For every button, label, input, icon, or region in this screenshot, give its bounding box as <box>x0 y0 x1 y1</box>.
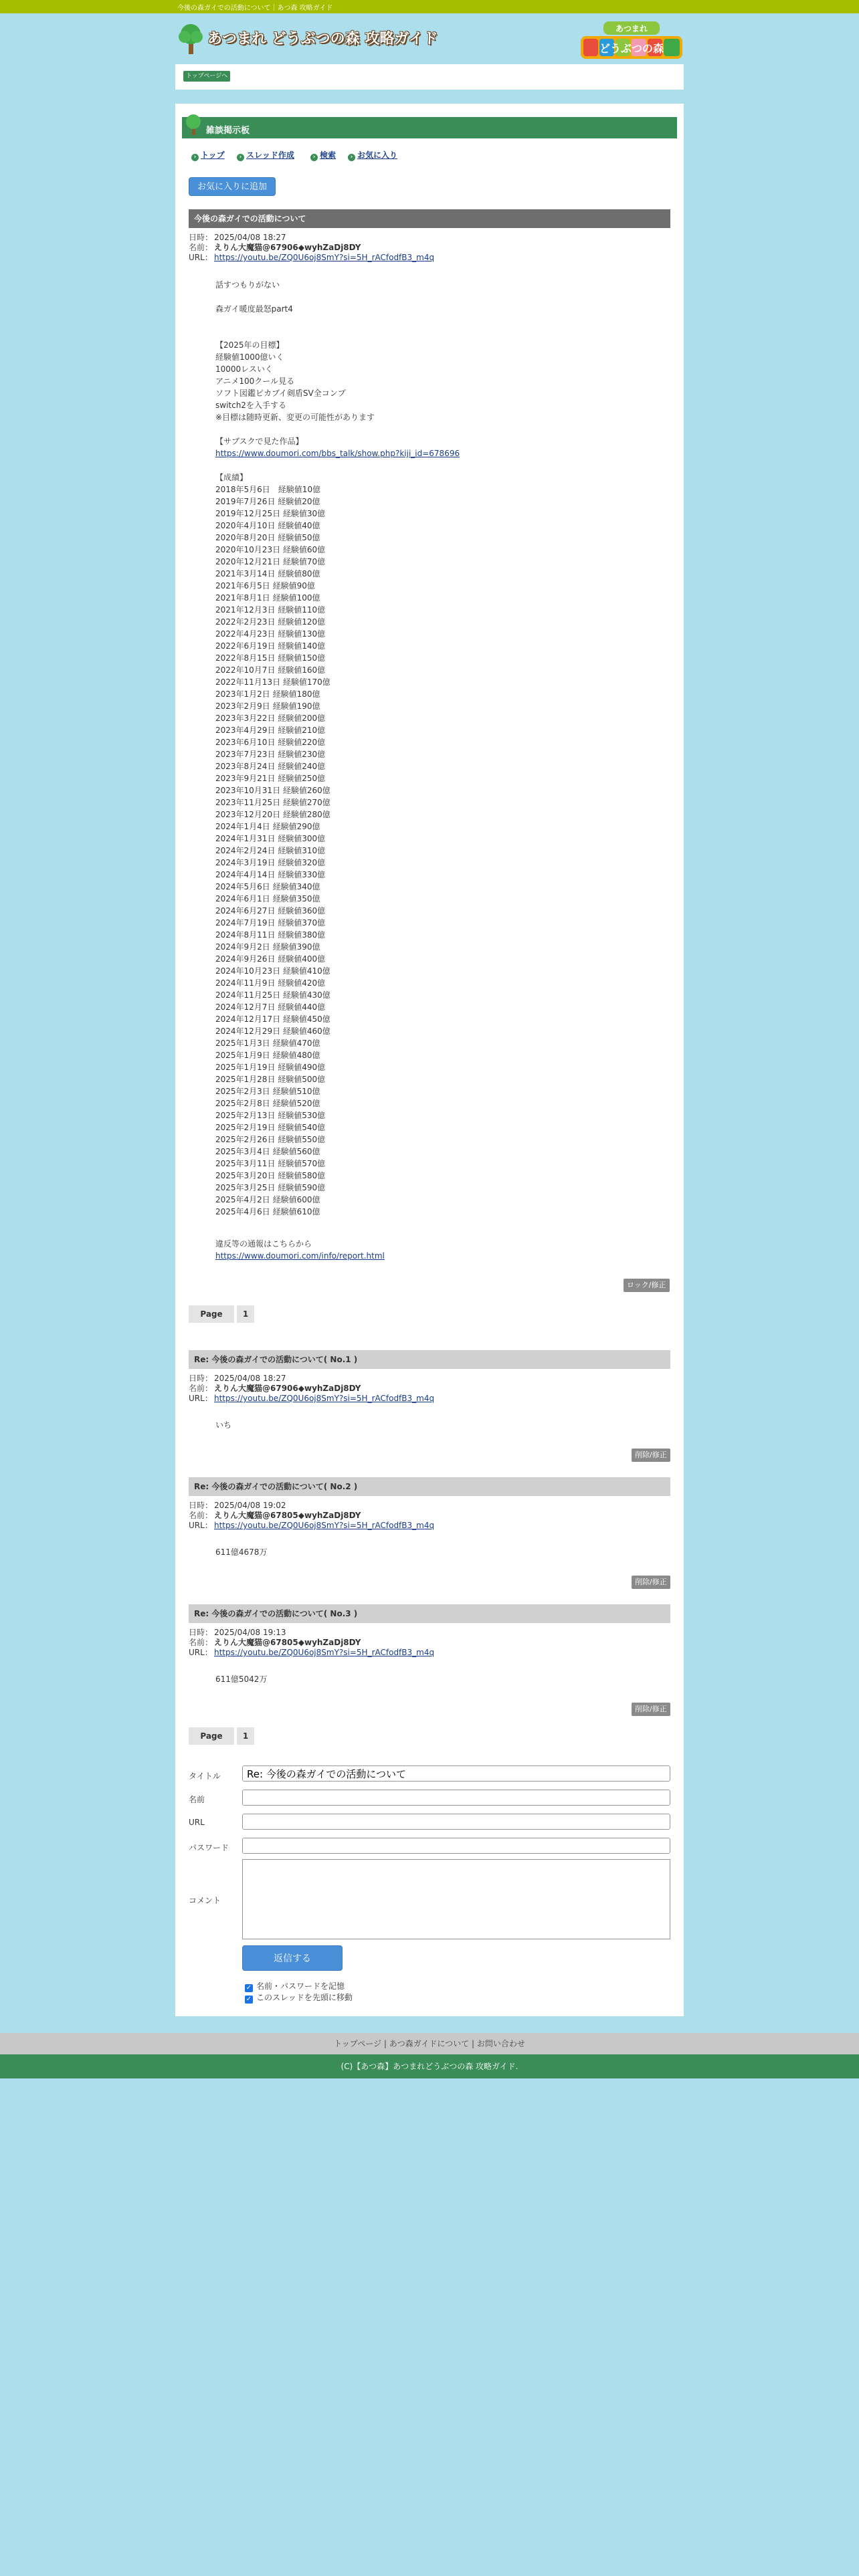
name-label: 名前： <box>189 1511 213 1520</box>
remember-label: 名前・パスワードを記憶 <box>256 1981 345 1991</box>
date-label: 日時： <box>189 1374 213 1383</box>
name-label: 名前： <box>189 1384 213 1393</box>
remember-checkbox[interactable] <box>245 1980 345 1992</box>
author-name: えりん大魔猫@67906◆wyhZaDj8DY <box>214 243 361 252</box>
move-top-checkbox[interactable] <box>245 1992 353 2004</box>
name-label: 名前： <box>189 1638 213 1647</box>
move-top-label: このスレッドを先頭に移動 <box>256 1993 353 2002</box>
title-input[interactable] <box>242 1765 670 1782</box>
pager-number[interactable]: 1 <box>237 1305 254 1323</box>
delete-edit-button[interactable]: 削除/修正 <box>632 1448 670 1462</box>
url-input[interactable] <box>242 1814 670 1830</box>
page-heading: 今後の森ガイでの活動について｜あつ森 攻略ガイド <box>177 5 333 12</box>
pager-label: Page <box>189 1305 234 1323</box>
title-label: タイトル <box>189 1772 221 1781</box>
reply-title: Re: 今後の森ガイでの活動について( No.2 ) <box>189 1477 670 1496</box>
pager-number[interactable]: 1 <box>237 1727 254 1745</box>
author-name: えりん大魔猫@67805◆wyhZaDj8DY <box>214 1511 361 1520</box>
nav-top[interactable]: › トップ <box>191 149 225 161</box>
check-icon: ✓ <box>246 1984 252 1992</box>
url-label: URL： <box>189 1521 213 1530</box>
game-logo-icon[interactable] <box>579 20 684 60</box>
comment-label: コメント <box>189 1896 221 1905</box>
name-field-label: 名前 <box>189 1795 205 1804</box>
url-label: URL： <box>189 1394 213 1403</box>
tree-icon <box>185 113 202 136</box>
reply-body: いち <box>215 1420 232 1430</box>
delete-edit-button[interactable]: 削除/修正 <box>632 1703 670 1716</box>
thread-body: 話すつもりがない 森ガイ暖度最怒part4 【2025年の目標】 経験値1000億いく 10000レスいく アニメ100クール見る ソフト図鑑ピカブイ剣盾SV全コンプ switch2を入手する ※目標は随時更新、変更の可能性があります 【サブスクで見た作品】 <box>215 280 375 446</box>
name-label: 名前： <box>189 243 213 252</box>
post-date: 2025/04/08 18:27 <box>214 233 286 242</box>
password-input[interactable] <box>242 1838 670 1854</box>
nav-search[interactable]: › 検索 <box>310 149 336 161</box>
add-favorite-button[interactable]: お気に入りに追加 <box>189 177 276 196</box>
arrow-icon: › <box>191 154 199 161</box>
url-label: URL： <box>189 1648 213 1657</box>
main-content <box>175 104 684 2016</box>
check-icon: ✓ <box>246 1996 252 2003</box>
reply-meta <box>189 1374 434 1404</box>
footer-copyright: (C)【あつ森】あつまれどうぶつの森 攻略ガイド. <box>0 2054 859 2078</box>
report-text: 違反等の通報はこちらから <box>215 1239 312 1249</box>
name-input[interactable] <box>242 1790 670 1806</box>
reply-meta <box>189 1501 434 1531</box>
date-label: 日時： <box>189 233 213 242</box>
author-name: えりん大魔猫@67906◆wyhZaDj8DY <box>214 1384 361 1393</box>
post-date: 2025/04/08 19:13 <box>214 1628 286 1637</box>
comment-textarea[interactable] <box>242 1859 670 1939</box>
reply-meta <box>189 1628 434 1658</box>
logo-text-top: あつまれ <box>615 24 648 33</box>
url-label: URL： <box>189 253 213 262</box>
top-page-link[interactable]: トップページへ <box>183 71 230 82</box>
post-date: 2025/04/08 18:27 <box>214 1374 286 1383</box>
lock-edit-button[interactable]: ロック/修正 <box>624 1279 670 1292</box>
nav-create-thread[interactable]: › スレッド作成 <box>237 149 294 161</box>
password-label: パスワード <box>189 1843 229 1852</box>
board-header <box>182 117 677 138</box>
footer-nav[interactable]: トップページ | あつ森ガイドについて | お問い合わせ <box>0 2033 859 2054</box>
arrow-icon: › <box>348 154 355 161</box>
url-field-label: URL <box>189 1818 205 1827</box>
tree-logo-icon <box>177 22 205 56</box>
reply-title: Re: 今後の森ガイでの活動について( No.1 ) <box>189 1350 670 1369</box>
author-name: えりん大魔猫@67805◆wyhZaDj8DY <box>214 1638 361 1647</box>
nav-favorites[interactable]: › お気に入り <box>348 149 397 161</box>
submit-reply-button[interactable]: 返信する <box>242 1945 343 1971</box>
breadcrumb <box>175 64 684 90</box>
author-url-link[interactable]: https://youtu.be/ZQ0U6oj8SmY?si=5H_rACfodfB3_m4q <box>214 1648 435 1657</box>
pager-label: Page <box>189 1727 234 1745</box>
arrow-icon: › <box>310 154 318 161</box>
author-url-link[interactable]: https://youtu.be/ZQ0U6oj8SmY?si=5H_rACfodfB3_m4q <box>214 253 435 262</box>
thread-progress: 【成績】 2018年5月6日 経験値10億 2019年7月26日 経験値20億 2019年12月25日 経験値30億 2020年4月10日 経験値40億 2020年8月20日 経験値50億 2020年10月23日 経験値60億 2020年12月21日 経験値70億 2021年3月14日 経験値80億 2021年6月5日 経験値90億 2021年8月1日 経験値100億 2021年12月3日 経験値110億 2022年2月23日 経験値120億 2022年4月23日 経験値130億 2022年6月19日 経験値140億 2022年8月15日 経験値150億 2022年10月7日 経験値160億 2022年11月13日 経験値170億 2023年1月2日 経験値180億 2023年2月9日 経験値190億 2023年3月22日 経験値200億 2023年4月29日 経験値210億 2023年6月10日 経験値220億 2023年7月23日 経験値230億 2023年8月24日 経験値240億 2023年9月21日 経験値250億 2023年10月31日 経験値260億 2023年11月25日 経験値270億 2023年12月20日 経験値280億 2024年1月4日 経験値290億 2024年1月31日 経験値300億 2024年2月24日 経験値310億 2024年3月19日 経験値320億 2024年4月14日 経験値330億 2024年5月6日 経験値340億 2024年6月1日 経験値350億 2024年6月27日 経験値360億 2024年7月19日 経験値370億 2024年8月11日 経験値380億 2024年9月2日 経験値390億 2024年9月26日 経験値400億 2024年10月23日 経験値410億 2024年11月9日 経験値420億 2024年11月25日 経験値430億 2024年12月7日 経験値440億 2024年12月17日 経験値450億 2024年12月29日 経験値460億 2025年1月3日 経験値470億 2025年1月9日 経験値480億 2025年1月19日 経験値490億 2025年1月28日 経験値500億 2025年2月3日 経験値510億 2025年2月8日 経験値520億 2025年2月13日 経験値530億 2025年2月19日 経験値540億 2025年2月26日 経験値550億 2025年3月4日 経験値560億 2025年3月11日 経験値570億 2025年3月20日 経験値580億 2025年3月25日 経験値590億 2025年4月2日 経験値600億 2025年4月6日 経験値610億 <box>215 473 330 1216</box>
date-label: 日時： <box>189 1501 213 1510</box>
board-title: 雑談掲示板 <box>206 126 250 136</box>
thread-meta <box>189 233 434 263</box>
reply-title: Re: 今後の森ガイでの活動について( No.3 ) <box>189 1604 670 1623</box>
site-title[interactable]: あつまれ どうぶつの森 攻略ガイド <box>207 31 438 47</box>
reply-body: 611億5042万 <box>215 1675 268 1684</box>
thread-link[interactable]: https://www.doumori.com/bbs_talk/show.php?kiji_id=678696 <box>215 449 460 458</box>
post-date: 2025/04/08 19:02 <box>214 1501 286 1510</box>
reply-body: 611億4678万 <box>215 1547 268 1557</box>
arrow-icon: › <box>237 154 244 161</box>
date-label: 日時： <box>189 1628 213 1637</box>
logo-text-bottom: どうぶつの森 <box>599 42 664 55</box>
report-link[interactable]: https://www.doumori.com/info/report.html <box>215 1251 385 1261</box>
author-url-link[interactable]: https://youtu.be/ZQ0U6oj8SmY?si=5H_rACfodfB3_m4q <box>214 1394 435 1403</box>
thread-title: 今後の森ガイでの活動について <box>189 209 670 228</box>
top-bar <box>0 0 859 13</box>
author-url-link[interactable]: https://youtu.be/ZQ0U6oj8SmY?si=5H_rACfodfB3_m4q <box>214 1521 435 1530</box>
delete-edit-button[interactable]: 削除/修正 <box>632 1576 670 1589</box>
